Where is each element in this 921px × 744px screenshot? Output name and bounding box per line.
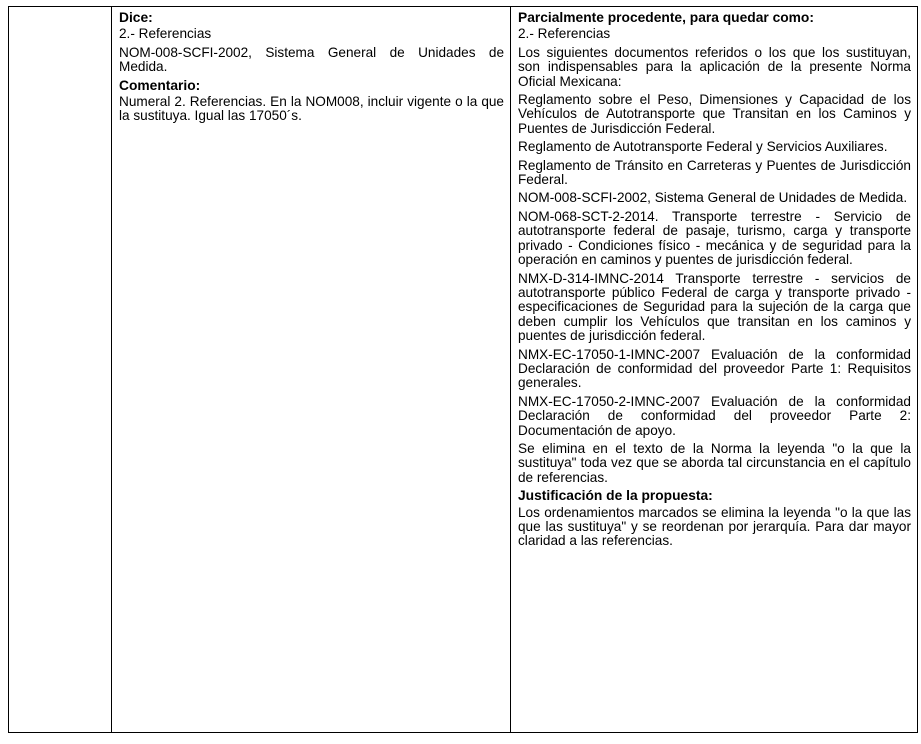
comments-table [8, 6, 918, 733]
reference-item: Reglamento de Autotransporte Federal y Servicios Auxiliares. [518, 139, 888, 155]
empty-number-cell [9, 7, 112, 733]
reference-item: NMX-EC-17050-2-IMNC-2007 Evaluación de la conformidad Declaración de conformidad del proveedor Parte 2: Documentación de apoyo. [518, 393, 911, 438]
reference-item: NMX-D-314-IMNC-2014 Transporte terrestre - servicios de autotransporte público Federal de carga y transporte privado - especificaciones de Seguridad para la sujeción de la carga que deben cumplir los Vehículos que transitan en los caminos y puentes de jurisdicción federal. [518, 270, 911, 344]
reference-item: NOM-068-SCT-2-2014. Transporte terrestre - Servicio de autotransporte federal de pasaje, turismo, carga y transporte privado - Condiciones físico - mecánica y de seguridad para la operación en caminos y puentes de jurisdicción federal. [518, 208, 911, 268]
original-heading: Dice: [119, 10, 153, 25]
original-text-cell [112, 7, 511, 733]
original-reference: NOM-008-SCFI-2002, Sistema General de Unidades de Medida. [119, 44, 504, 75]
reference-item: Reglamento sobre el Peso, Dimensiones y Capacidad de los Vehículos de Autotransporte que Transitan en los Caminos y Puentes de Jurisdicción Federal. [518, 92, 911, 136]
comment-heading: Comentario: [119, 77, 201, 93]
original-section: 2.- Referencias [119, 26, 212, 42]
response-intro: Los siguientes documentos referidos o los que los sustituyan, son indispensables para la aplicación de la presente Norma Oficial Mexicana: [518, 44, 911, 89]
justification-text: Los ordenamientos marcados se elimina la leyenda "o la que las que las sustituya" y se reordenan por jerarquía. Para dar mayor claridad a las referencias. [518, 504, 911, 549]
reference-item: NMX-EC-17050-1-IMNC-2007 Evaluación de la conformidad Declaración de conformidad del proveedor Parte 1: Requisitos generales. [518, 346, 911, 391]
reference-item: Reglamento de Tránsito en Carreteras y Puentes de Jurisdicción Federal. [518, 157, 911, 188]
response-text-cell [511, 7, 918, 733]
reference-item: NOM-008-SCFI-2002, Sistema General de Unidades de Medida. [518, 190, 908, 206]
response-note: Se elimina en el texto de la Norma la leyenda "o la que la sustituya" toda vez que se aborda tal circunstancia en el capítulo de referencias. [518, 440, 911, 485]
response-section: 2.- Referencias [518, 26, 611, 42]
table-row [9, 7, 918, 733]
response-heading: Parcialmente procedente, para quedar como: [518, 10, 814, 25]
justification-heading: Justificación de la propuesta: [518, 488, 713, 504]
comment-text: Numeral 2. Referencias. En la NOM008, incluir vigente o la que la sustituya. Igual las 17050´s. [119, 94, 504, 124]
